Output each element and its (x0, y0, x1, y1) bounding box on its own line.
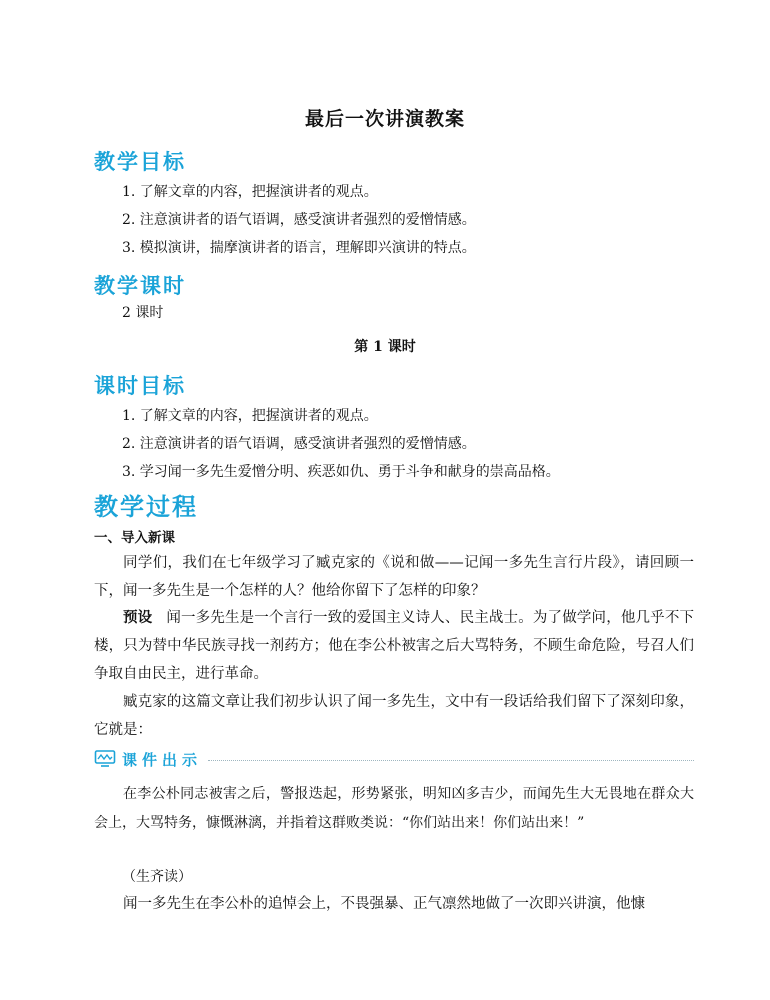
courseware-label: 课件出示 (122, 750, 203, 769)
read-note: （生齐读） (122, 869, 192, 885)
process-heading: 教学过程 (94, 493, 198, 521)
dotted-divider (208, 760, 694, 761)
preset-paragraph (94, 604, 694, 688)
courseware-quote: 在李公朴同志被害之后，警报迭起，形势紧张，明知凶多吉少，而闻先生大无畏地在群众大会上，大骂特务，慷慨淋漓，并指着这群败类说：“你们站出来！你们站出来！” (94, 786, 694, 831)
goal-item: 2. 注意演讲者的语气语调，感受演讲者强烈的爱憎情感。 (122, 212, 476, 228)
screen-wave-icon (94, 749, 116, 769)
preset-label: 预设 (123, 609, 153, 626)
hours-value: 2 课时 (122, 305, 164, 321)
intro-subheading: 一、导入新课 (94, 530, 175, 546)
hours-heading: 教学课时 (94, 274, 186, 298)
lesson-goal-item: 2. 注意演讲者的语气语调，感受演讲者强烈的爱憎情感。 (122, 436, 476, 452)
lesson-title: 第 1 课时 (354, 339, 416, 355)
goals-heading: 教学目标 (94, 150, 186, 174)
courseware-banner (94, 746, 694, 772)
intro-paragraph: 同学们，我们在七年级学习了臧克家的《说和做——记闻一多先生言行片段》，请回顾一下，闻一多先生是一个怎样的人？他给你留下了怎样的印象？ (94, 555, 694, 599)
closing-paragraph: 闻一多先生在李公朴的追悼会上，不畏强暴、正气凛然地做了一次即兴讲演，他慷 (123, 896, 645, 912)
preset-text: 闻一多先生是一个言行一致的爱国主义诗人、民主战士。为了做学问，他几乎不下楼，只为替中华民族寻找一剂药方；他在李公朴被害之后大骂特务，不顾生命危险，号召人们争取自由民主，进行革命。 (94, 610, 695, 682)
transition-paragraph: 臧克家的这篇文章让我们初步认识了闻一多先生，文中有一段话给我们留下了深刻印象，它就是： (94, 694, 694, 738)
goal-item: 1. 了解文章的内容，把握演讲者的观点。 (122, 184, 378, 200)
document-title: 最后一次讲演教案 (304, 108, 465, 130)
lesson-goals-heading: 课时目标 (94, 374, 186, 398)
lesson-goal-item: 1. 了解文章的内容，把握演讲者的观点。 (122, 408, 378, 424)
lesson-goal-item: 3. 学习闻一多先生爱憎分明、疾恶如仇、勇于斗争和献身的崇高品格。 (122, 464, 560, 480)
goal-item: 3. 模拟演讲，揣摩演讲者的语言，理解即兴演讲的特点。 (122, 240, 476, 256)
